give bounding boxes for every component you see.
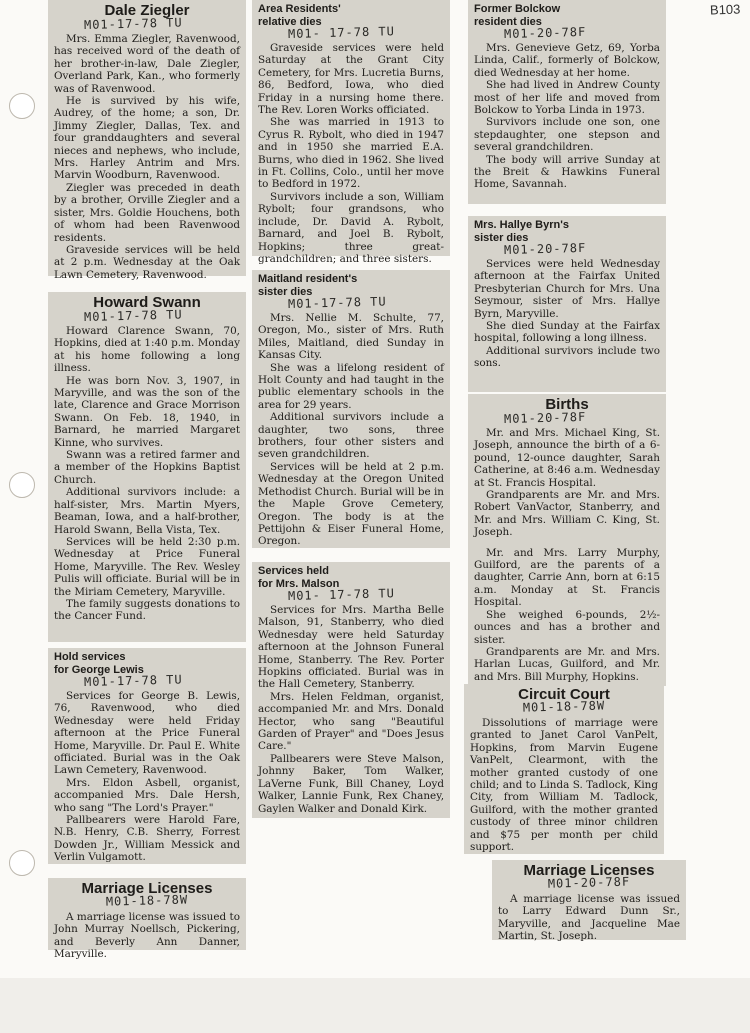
paragraph: Mrs. Nellie M. Schulte, 77, Oregon, Mo., sister of Mrs. Ruth Miles, Maitland, died Sunday in Kansas City. xyxy=(258,312,444,362)
clipping-subheading: sister dies xyxy=(258,285,313,298)
clipping-george-lewis xyxy=(48,648,246,864)
clipping-births xyxy=(468,394,666,686)
binder-hole xyxy=(9,93,35,119)
paragraph: Services will be held at 2 p.m. Wednesday at the Oregon United Methodist Church. Burial will be in the Maple Grove Cemetery, Oregon. The body is at the Pettijohn & Eiser Funeral Home, Oregon. xyxy=(258,460,444,548)
clipping-heading: Area Residents' xyxy=(258,3,341,15)
paragraph: Additional survivors include: a half-sister, Mrs. Martin Myers, Beaman, Iowa, and a half-brother, Harold Swann, Bella Vista, Tex. xyxy=(54,486,240,536)
clipping-heading: Howard Swann xyxy=(93,294,201,311)
paragraph: Grandparents are Mr. and Mrs. Robert VanVactor, Stanberry, and Mr. and Mrs. William C. King, St. Joseph. xyxy=(474,489,660,539)
paragraph: Swann was a retired farmer and a member of the Hopkins Baptist Church. xyxy=(54,449,240,486)
paragraph: He was born Nov. 3, 1907, in Maryville, and was the son of the late, Clarence and Grace Morrison Swann. On Feb. 18, 1940, in Barnard, he married Margaret Kinne, who survives. xyxy=(54,374,240,449)
column-gap xyxy=(474,539,660,547)
clipping-hallye-byrn-sister xyxy=(468,216,666,392)
clipping-heading: Services held xyxy=(258,565,329,577)
paragraph: Mrs. Genevieve Getz, 69, Yorba Linda, Calif., formerly of Bolckow, died Wednesday at her home. xyxy=(474,42,660,79)
handwritten-date-note: M01-20-78F xyxy=(503,409,587,426)
paragraph: She died Sunday at the Fairfax hospital, following a long illness. xyxy=(474,320,660,345)
paragraph: Graveside services were held Saturday at the Grant City Cemetery, for Mrs. Lucretia Burns, 86, Bedford, Iowa, who died Friday in a nursing home there. The Rev. Loren Works officiated. xyxy=(258,42,444,117)
paragraph: Graveside services will be held at 2 p.m. Wednesday at the Oak Lawn Cemetery, Ravenwood. xyxy=(54,243,240,281)
clipping-former-bolckow-resident xyxy=(468,0,666,204)
paragraph: Services were held Wednesday afternoon at the Fairfax United Presbyterian Church for Mrs. Una Seymour, sister of Mrs. Hallye Byrn, Maryville. xyxy=(474,258,660,320)
binder-hole xyxy=(9,472,35,498)
clipping-heading: Maitland resident's xyxy=(258,273,358,285)
clipping-heading: Dale Ziegler xyxy=(104,2,190,19)
paragraph: Pallbearers were Harold Fare, N.B. Henry, C.B. Sherry, Forrest Dowden Jr., William Messick and Verlin Vulgamott. xyxy=(54,814,240,864)
paragraph: Services will be held 2:30 p.m. Wednesday at Price Funeral Home, Maryville. The Rev. Wesley Pulis will officiate. Burial will be in the Miriam Cemetery, Maryville. xyxy=(54,535,240,598)
paragraph: Pallbearers were Steve Malson, Johnny Baker, Tom Walker, LaVerne Funk, Bill Chaney, Loyd Walker, Lannie Funk, Rex Chaney, Gaylen Walker and Donald Kirk. xyxy=(258,752,444,815)
paragraph: A marriage license was issued to John Murray Noellsch, Pickering, and Beverly Ann Danner, Maryville. xyxy=(54,911,240,961)
page-number: B103 xyxy=(709,1,741,18)
clipping-howard-swann xyxy=(48,292,246,642)
paragraph: She was married in 1913 to Cyrus R. Rybolt, who died in 1947 and in 1950 she married E.A. Burns, who died in 1962. She lived in Ft. Collins, Colo., until her move to Bedford in 1972. xyxy=(258,116,444,191)
handwritten-date-note: M01- 17-78 TU xyxy=(287,24,396,41)
handwritten-date-note: M01-17-78 TU xyxy=(83,307,183,324)
paragraph: She weighed 6-pounds, 2½-ounces and has a brother and sister. xyxy=(474,608,660,646)
clipping-marriage-licenses-1 xyxy=(48,878,246,961)
clipping-mrs-malson-services xyxy=(252,562,450,818)
paragraph: Mrs. Emma Ziegler, Ravenwood, has received word of the death of her brother-in-law, Dale Ziegler, Overland Park, Kan., who formerly was of Ravenwood. xyxy=(54,33,240,95)
handwritten-date-note: M01-18-78W xyxy=(105,892,189,909)
handwritten-date-note: M01-20-78F xyxy=(547,874,631,891)
clipping-dale-ziegler xyxy=(48,0,246,281)
paragraph: Mrs. Helen Feldman, organist, accompanied Mr. and Mrs. Donald Hector, who sang "Beautiful Garden of Prayer" and "Does Jesus Care." xyxy=(258,690,444,753)
paragraph: Ziegler was preceded in death by a brother, Orville Ziegler and a sister, Mrs. Goldie Houchens, both of whom had been Ravenwood residents. xyxy=(54,181,240,244)
clipping-heading: Mrs. Hallye Byrn's xyxy=(474,219,569,231)
handwritten-date-note: M01-20-78F xyxy=(503,240,587,257)
clipping-subheading: for Mrs. Malson xyxy=(258,577,340,590)
paragraph: Survivors include one son, one stepdaughter, one stepson and several grandchildren. xyxy=(474,116,660,154)
handwritten-date-note: M01-17-78 TU xyxy=(83,672,183,689)
clipping-subheading: sister dies xyxy=(474,231,529,244)
handwritten-date-note: M01-18-78W xyxy=(522,698,606,715)
clipping-subheading: relative dies xyxy=(258,15,322,28)
paragraph: She was a lifelong resident of Holt County and had taught in the public elementary schools in the area for 29 years. xyxy=(258,361,444,411)
clipping-heading: Circuit Court xyxy=(518,686,610,703)
handwritten-date-note: M01- 17-78 TU xyxy=(287,586,396,603)
paragraph: Mr. and Mrs. Michael King, St. Joseph, announce the birth of a 6-pound, 12-ounce daughter, Sarah Catherine, at 8:46 a.m. Wednesday at St. Francis Hospital. xyxy=(474,427,660,489)
paragraph: Howard Clarence Swann, 70, Hopkins, died at 1:40 p.m. Monday at his home following a long illness. xyxy=(54,325,240,375)
handwritten-date-note: M01-17-78 TU xyxy=(287,294,387,311)
scan-background xyxy=(0,978,750,1033)
handwritten-date-note: M01-20-78F xyxy=(503,24,587,41)
paragraph: Additional survivors include a daughter, two sons, three brothers, four other sisters and seven grandchildren. xyxy=(258,411,444,461)
clipping-maitland-resident-sister xyxy=(252,270,450,548)
paragraph: Mrs. Eldon Asbell, organist, accompanied Mrs. Dale Hersh, who sang "The Lord's Prayer." xyxy=(54,776,240,814)
clipping-area-residents-relative xyxy=(252,0,450,265)
paragraph: Additional survivors include two sons. xyxy=(474,344,660,370)
binder-hole xyxy=(9,850,35,876)
paragraph: Services for George B. Lewis, 76, Ravenwood, who died Wednesday were held Friday afternoon at the Price Funeral Home, Maryville. Dr. Paul E. White officiated. Burial was in the Oak Lawn Cemetery, Ravenwood. xyxy=(54,690,240,777)
clipping-heading: Former Bolckow xyxy=(474,3,561,15)
clipping-heading: Births xyxy=(545,396,589,413)
clipping-heading: Marriage Licenses xyxy=(523,862,655,879)
paragraph: She had lived in Andrew County most of her life and moved from Bolckow to Yorba Linda in 1973. xyxy=(474,79,660,117)
clipping-heading: Marriage Licenses xyxy=(81,880,213,897)
clipping-marriage-licenses-2 xyxy=(492,860,686,943)
paragraph: Dissolutions of marriage were granted to Janet Carol VanPelt, Hopkins, from Marvin Eugene VanPelt, Clearmont, with the mother granted custody of one child; and to Linda S. Tadlock, King City, from William M. Tadlock, Guilford, with the mother granted custody of three minor children and $75 per month per child support. xyxy=(470,717,658,854)
paragraph: Services for Mrs. Martha Belle Malson, 91, Stanberry, who died Wednesday were held Saturday afternoon at the Johnson Funeral Home, Stanberry. The Rev. Porter Hopkins officiated. Burial was in the Hall Cemetery, Stanberry. xyxy=(258,604,444,691)
clipping-circuit-court xyxy=(464,684,664,854)
paragraph: The body will arrive Sunday at the Breit & Hawkins Funeral Home, Savannah. xyxy=(474,153,660,191)
paragraph: Mr. and Mrs. Larry Murphy, Guilford, are the parents of a daughter, Carrie Ann, born at 6:15 a.m. Monday at St. Francis Hospital. xyxy=(474,546,660,609)
paragraph: He is survived by his wife, Audrey, of the home; a son, Dr. Jimmy Ziegler, Dallas, Tex. and four granddaughters and several nieces and nephews, who include, Mrs. Harley Antrim and Mrs. Marvin Woodburn, Ravenwood. xyxy=(54,95,240,182)
handwritten-date-note: M01-17-78 TU xyxy=(83,15,183,32)
clipping-heading: Hold services xyxy=(54,651,126,663)
clipping-subheading: for George Lewis xyxy=(54,663,144,676)
paragraph: Survivors include a son, William Rybolt; four grandsons, who include, Dr. David A. Rybolt, Barnard, and Joel B. Rybolt, Hopkins; three great-grandchildren; and three sisters. xyxy=(258,190,444,265)
clipping-subheading: resident dies xyxy=(474,15,542,28)
paragraph: The family suggests donations to the Cancer Fund. xyxy=(54,597,240,623)
paragraph: Grandparents are Mr. and Mrs. Harlan Lucas, Guilford, and Mr. and Mrs. Bill Murphy, Hopkins. xyxy=(474,645,660,683)
paragraph: A marriage license was issued to Larry Edward Dunn Sr., Maryville, and Jacqueline Mae Martin, St. Joseph. xyxy=(498,893,680,943)
